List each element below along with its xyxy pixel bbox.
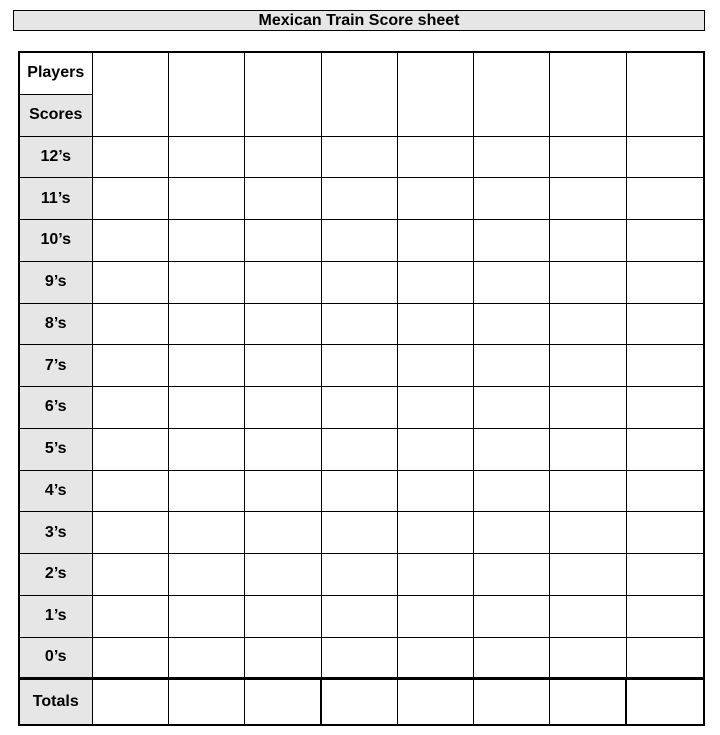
score-cell[interactable] xyxy=(321,136,397,178)
score-cell[interactable] xyxy=(397,136,473,178)
total-cell[interactable] xyxy=(168,679,244,725)
score-cell[interactable] xyxy=(626,554,704,596)
score-cell[interactable] xyxy=(397,428,473,470)
round-label: 6’s xyxy=(19,387,92,429)
total-cell[interactable] xyxy=(92,679,168,725)
player-name-cell[interactable] xyxy=(321,52,397,136)
score-cell[interactable] xyxy=(626,136,704,178)
score-cell[interactable] xyxy=(626,512,704,554)
score-cell[interactable] xyxy=(473,303,549,345)
player-name-cell[interactable] xyxy=(168,52,244,136)
score-cell[interactable] xyxy=(321,428,397,470)
score-cell[interactable] xyxy=(244,178,321,220)
score-cell[interactable] xyxy=(168,554,244,596)
round-label: 1’s xyxy=(19,595,92,637)
score-cell[interactable] xyxy=(244,261,321,303)
score-cell[interactable] xyxy=(473,136,549,178)
score-cell[interactable] xyxy=(397,387,473,429)
score-cell[interactable] xyxy=(168,595,244,637)
score-cell[interactable] xyxy=(549,303,626,345)
score-cell[interactable] xyxy=(92,261,168,303)
total-cell[interactable] xyxy=(626,679,704,725)
score-cell[interactable] xyxy=(168,428,244,470)
total-cell[interactable] xyxy=(321,679,397,725)
score-cell[interactable] xyxy=(397,261,473,303)
score-cell[interactable] xyxy=(397,220,473,262)
score-cell[interactable] xyxy=(473,345,549,387)
score-cell[interactable] xyxy=(626,345,704,387)
score-cell[interactable] xyxy=(549,470,626,512)
score-cell[interactable] xyxy=(397,595,473,637)
score-cell[interactable] xyxy=(626,303,704,345)
score-cell[interactable] xyxy=(626,178,704,220)
score-cell[interactable] xyxy=(397,178,473,220)
total-cell[interactable] xyxy=(397,679,473,725)
score-cell[interactable] xyxy=(626,595,704,637)
round-label: 7’s xyxy=(19,345,92,387)
score-cell[interactable] xyxy=(321,178,397,220)
score-cell[interactable] xyxy=(549,595,626,637)
score-cell[interactable] xyxy=(168,261,244,303)
score-cell[interactable] xyxy=(92,136,168,178)
score-cell[interactable] xyxy=(92,554,168,596)
score-cell[interactable] xyxy=(397,303,473,345)
score-cell[interactable] xyxy=(473,387,549,429)
score-cell[interactable] xyxy=(321,261,397,303)
score-cell[interactable] xyxy=(549,512,626,554)
score-cell[interactable] xyxy=(549,554,626,596)
score-cell[interactable] xyxy=(626,220,704,262)
score-cell[interactable] xyxy=(473,428,549,470)
player-name-cell[interactable] xyxy=(626,52,704,136)
score-cell[interactable] xyxy=(397,637,473,679)
score-cell[interactable] xyxy=(168,637,244,679)
score-cell[interactable] xyxy=(321,345,397,387)
score-cell[interactable] xyxy=(549,637,626,679)
score-cell[interactable] xyxy=(244,387,321,429)
player-name-cell[interactable] xyxy=(92,52,168,136)
round-label: 3’s xyxy=(19,512,92,554)
score-cell[interactable] xyxy=(244,595,321,637)
score-cell[interactable] xyxy=(397,512,473,554)
score-cell[interactable] xyxy=(397,554,473,596)
total-cell[interactable] xyxy=(244,679,321,725)
score-cell[interactable] xyxy=(244,345,321,387)
score-cell[interactable] xyxy=(473,220,549,262)
score-cell[interactable] xyxy=(549,178,626,220)
score-cell[interactable] xyxy=(168,303,244,345)
player-name-cell[interactable] xyxy=(549,52,626,136)
round-label: 4’s xyxy=(19,470,92,512)
score-cell[interactable] xyxy=(168,136,244,178)
round-label: 11’s xyxy=(19,178,92,220)
score-cell[interactable] xyxy=(168,220,244,262)
score-cell[interactable] xyxy=(244,220,321,262)
score-cell[interactable] xyxy=(321,303,397,345)
round-label: 8’s xyxy=(19,303,92,345)
score-cell[interactable] xyxy=(244,428,321,470)
score-cell[interactable] xyxy=(244,637,321,679)
score-cell[interactable] xyxy=(626,428,704,470)
score-cell[interactable] xyxy=(549,220,626,262)
score-cell[interactable] xyxy=(168,178,244,220)
score-cell[interactable] xyxy=(473,554,549,596)
score-cell[interactable] xyxy=(168,470,244,512)
round-label: 10’s xyxy=(19,220,92,262)
totals-label: Totals xyxy=(19,679,92,725)
score-cell[interactable] xyxy=(549,136,626,178)
score-cell[interactable] xyxy=(92,595,168,637)
total-cell[interactable] xyxy=(473,679,549,725)
score-cell[interactable] xyxy=(92,512,168,554)
score-cell[interactable] xyxy=(321,554,397,596)
score-cell[interactable] xyxy=(626,470,704,512)
players-label: Players xyxy=(19,52,92,94)
sheet-title: Mexican Train Score sheet xyxy=(13,10,705,31)
scores-label: Scores xyxy=(19,94,92,136)
score-cell[interactable] xyxy=(244,512,321,554)
score-cell[interactable] xyxy=(92,220,168,262)
score-cell[interactable] xyxy=(92,428,168,470)
score-cell[interactable] xyxy=(321,387,397,429)
score-cell[interactable] xyxy=(92,470,168,512)
score-cell[interactable] xyxy=(549,387,626,429)
score-cell[interactable] xyxy=(321,470,397,512)
player-name-cell[interactable] xyxy=(397,52,473,136)
score-cell[interactable] xyxy=(397,345,473,387)
round-label: 0’s xyxy=(19,637,92,679)
score-cell[interactable] xyxy=(473,595,549,637)
score-cell[interactable] xyxy=(321,637,397,679)
score-cell[interactable] xyxy=(92,303,168,345)
score-cell[interactable] xyxy=(321,220,397,262)
score-cell[interactable] xyxy=(549,261,626,303)
score-cell[interactable] xyxy=(473,261,549,303)
score-cell[interactable] xyxy=(549,345,626,387)
score-cell[interactable] xyxy=(168,387,244,429)
total-cell[interactable] xyxy=(549,679,626,725)
score-cell[interactable] xyxy=(321,595,397,637)
score-table xyxy=(18,51,705,726)
score-cell[interactable] xyxy=(626,387,704,429)
score-cell[interactable] xyxy=(92,637,168,679)
score-cell[interactable] xyxy=(549,428,626,470)
round-label: 2’s xyxy=(19,554,92,596)
score-cell[interactable] xyxy=(626,637,704,679)
score-cell[interactable] xyxy=(473,178,549,220)
score-cell[interactable] xyxy=(321,512,397,554)
score-cell[interactable] xyxy=(92,345,168,387)
score-cell[interactable] xyxy=(626,261,704,303)
score-cell[interactable] xyxy=(244,470,321,512)
round-label: 9’s xyxy=(19,261,92,303)
round-label: 5’s xyxy=(19,428,92,470)
round-label: 12’s xyxy=(19,136,92,178)
score-cell[interactable] xyxy=(244,136,321,178)
score-cell[interactable] xyxy=(168,512,244,554)
player-name-cell[interactable] xyxy=(473,52,549,136)
score-cell[interactable] xyxy=(473,512,549,554)
score-cell[interactable] xyxy=(244,303,321,345)
score-cell[interactable] xyxy=(473,637,549,679)
score-cell[interactable] xyxy=(397,470,473,512)
score-cell[interactable] xyxy=(92,178,168,220)
score-cell[interactable] xyxy=(92,387,168,429)
score-cell[interactable] xyxy=(168,345,244,387)
score-cell[interactable] xyxy=(473,470,549,512)
score-cell[interactable] xyxy=(244,554,321,596)
player-name-cell[interactable] xyxy=(244,52,321,136)
